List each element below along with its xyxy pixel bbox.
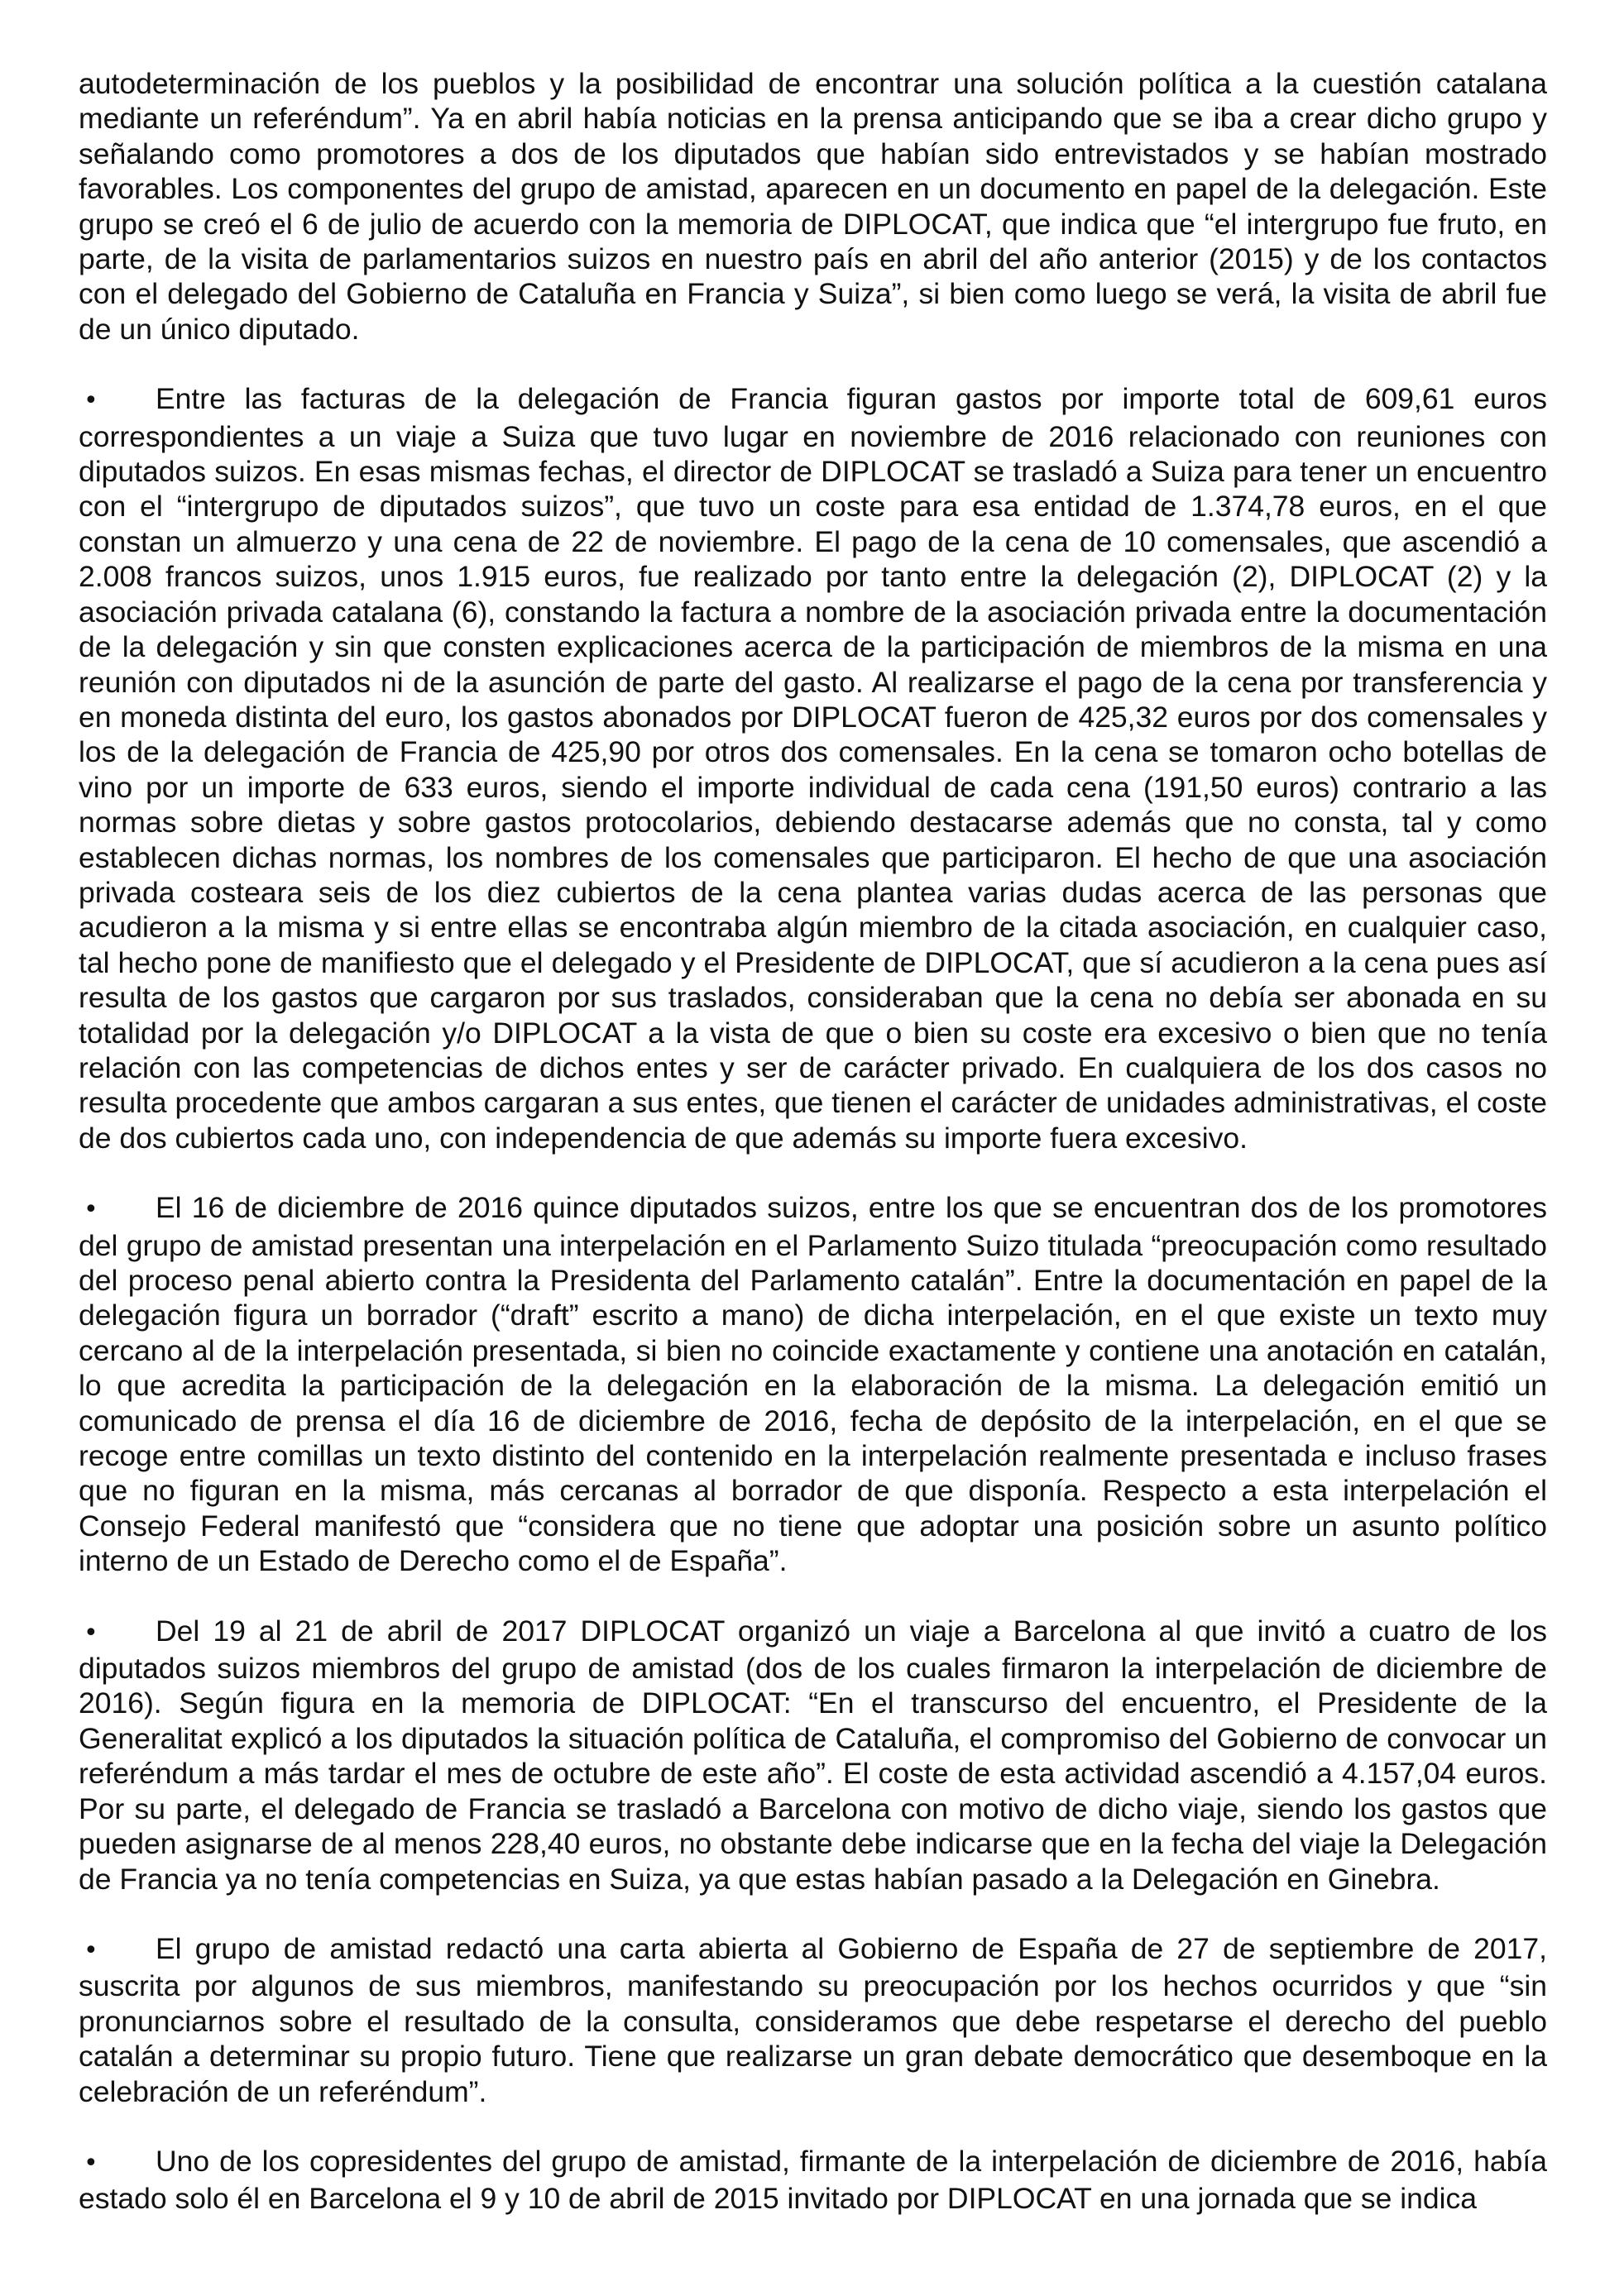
bullet-text: Uno de los copresidentes del grupo de amistad, firmante de la interpelación de diciembre de 2016, había estado solo él en Barcelona el 9 y 10 de abril de 2015 invitado por DIPLOCAT en una jornada que se indica (79, 2144, 1547, 2216)
bullet-item-1 (79, 381, 1547, 1155)
bullet-text: El grupo de amistad redactó una carta abierta al Gobierno de España de 27 de septiembre de 2017, suscrita por algunos de sus miembros, manifestando su preocupación por los hechos ocurridos y que “sin pronunciarnos sobre el resultado de la consulta, consideramos que debe respetarse el derecho del pueblo catalán a determinar su propio futuro. Tiene que realizarse un gran debate democrático que desemboque en la celebración de un referéndum”. (79, 1931, 1547, 2108)
bullet-item-4 (79, 1931, 1547, 2109)
bullet-item-2 (79, 1190, 1547, 1578)
intro-paragraph: autodeterminación de los pueblos y la posibilidad de encontrar una solución política a la cuestión catalana mediante un referéndum”. Ya en abril había noticias en la prensa anticipando que se iba a crear dicho grupo y señalando como promotores a dos de los diputados que habían sido entrevistados y se habían mostrado favorables. Los componentes del grupo de amistad, aparecen en un documento en papel de la delegación. Este grupo se creó el 6 de julio de acuerdo con la memoria de DIPLOCAT, que indica que “el intergrupo fue fruto, en parte, de la visita de parlamentarios suizos en nuestro país en abril del año anterior (2015) y de los contactos con el delegado del Gobierno de Cataluña en Francia y Suiza”, si bien como luego se verá, la visita de abril fue de un único diputado. (79, 67, 1547, 346)
document-page (79, 66, 1547, 2251)
bullet-icon (79, 1931, 156, 1968)
bullet-icon (79, 2144, 156, 2181)
bullet-item-3 (79, 1614, 1547, 1897)
bullet-text: Del 19 al 21 de abril de 2017 DIPLOCAT organizó un viaje a Barcelona al que invitó a cuatro de los diputados suizos miembros del grupo de amistad (dos de los cuales firmaron la interpelación de diciembre de 2016). Según figura en la memoria de DIPLOCAT: “En el transcurso del encuentro, el Presidente de la Generalitat explicó a los diputados la situación política de Cataluña, el compromiso del Gobierno de convocar un referéndum a más tardar el mes de octubre de este año”. El coste de esta actividad ascendió a 4.157,04 euros. Por su parte, el delegado de Francia se trasladó a Barcelona con motivo de dicho viaje, siendo los gastos que pueden asignarse de al menos 228,40 euros, no obstante debe indicarse que en la fecha del viaje la Delegación de Francia ya no tenía competencias en Suiza, ya que estas habían pasado a la Delegación en Ginebra. (79, 1614, 1547, 1896)
bullet-icon (79, 1614, 156, 1651)
bullet-text: El 16 de diciembre de 2016 quince diputados suizos, entre los que se encuentran dos de los promotores del grupo de amistad presentan una interpelación en el Parlamento Suizo titulada “preocupación como resultado del proceso penal abierto contra la Presidenta del Parlamento catalán”. Entre la documentación en papel de la delegación figura un borrador (“draft” escrito a mano) de dicha interpelación, en el que existe un texto muy cercano al de la interpelación presentada, si bien no coincide exactamente y contiene una anotación en catalán, lo que acredita la participación de la delegación en la elaboración de la misma. La delegación emitió un comunicado de prensa el día 16 de diciembre de 2016, fecha de depósito de la interpelación, en el que se recoge entre comillas un texto distinto del contenido en la interpelación realmente presentada e incluso frases que no figuran en la misma, más cercanas al borrador de que disponía. Respecto a esta interpelación el Consejo Federal manifestó que “considera que no tiene que adoptar una posición sobre un asunto político interno de un Estado de Derecho como el de España”. (79, 1191, 1547, 1578)
bullet-icon (79, 1190, 156, 1227)
bullet-item-5 (79, 2144, 1547, 2217)
bullet-icon (79, 381, 156, 419)
bullet-text: Entre las facturas de la delegación de Francia figuran gastos por importe total de 609,61 euros correspondientes a un viaje a Suiza que tuvo lugar en noviembre de 2016 relacionado con reuniones con diputados suizos. En esas mismas fechas, el director de DIPLOCAT se trasladó a Suiza para tener un encuentro con el “intergrupo de diputados suizos”, que tuvo un coste para esa entidad de 1.374,78 euros, en el que constan un almuerzo y una cena de 22 de noviembre. El pago de la cena de 10 comensales, que ascendió a 2.008 francos suizos, unos 1.915 euros, fue realizado por tanto entre la delegación (2), DIPLOCAT (2) y la asociación privada catalana (6), constando la factura a nombre de la asociación privada entre la documentación de la delegación y sin que consten explicaciones acerca de la participación de miembros de la misma en una reunión con diputados ni de la asunción de parte del gasto. Al realizarse el pago de la cena por transferencia y en moneda distinta del euro, los gastos abonados por DIPLOCAT fueron de 425,32 euros por dos comensales y los de la delegación de Francia de 425,90 por otros dos comensales. En la cena se tomaron ocho botellas de vino por un importe de 633 euros, siendo el importe individual de cada cena (191,50 euros) contrario a las normas sobre dietas y sobre gastos protocolarios, debiendo destacarse además que no consta, tal y como establecen dichas normas, los nombres de los comensales que participaron. El hecho de que una asociación privada costeara seis de los diez cubiertos de la cena plantea varias dudas acerca de las personas que acudieron a la misma y si entre ellas se encontraba algún miembro de la citada asociación, en cualquier caso, tal hecho pone de manifiesto que el delegado y el Presidente de DIPLOCAT, que sí acudieron a la cena pues así resulta de los gastos que cargaron por sus traslados, consideraban que la cena no debía ser abonada en su totalidad por la delegación y/o DIPLOCAT a la vista de que o bien su coste era excesivo o bien que no tenía relación con las competencias de dichos entes y ser de carácter privado. En cualquiera de los dos casos no resulta procedente que ambos cargaran a sus entes, que tienen el carácter de unidades administrativas, el coste de dos cubiertos cada uno, con independencia de que además su importe fuera excesivo. (79, 382, 1547, 1155)
